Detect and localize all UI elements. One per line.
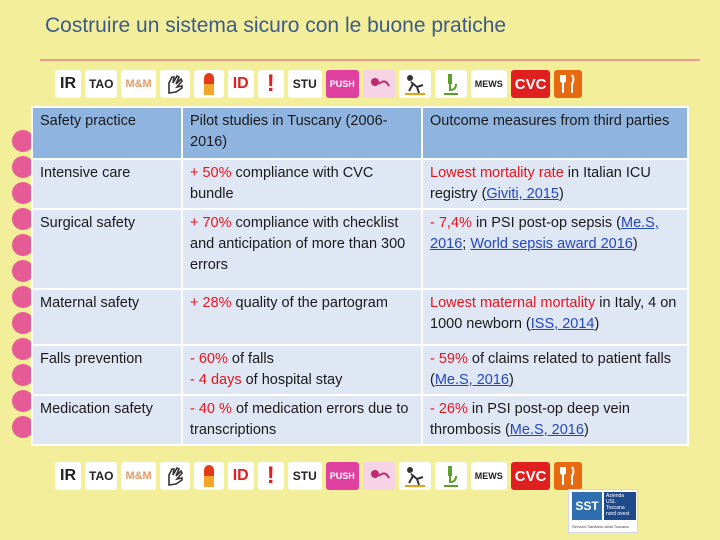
highlight-value: - 60% [190, 351, 228, 367]
table-row [32, 395, 688, 445]
cell-text: compliance with checklist and anticipation of more than 300 errors [190, 215, 406, 273]
cell-text: ) [558, 186, 564, 202]
source-link[interactable]: ISS, 2014 [530, 316, 595, 332]
highlight-value: - 26% [430, 401, 468, 417]
cell-text: in PSI post-op sepsis ( [471, 215, 622, 231]
stu-icon: STU [288, 70, 322, 98]
pilot-cell [182, 345, 422, 395]
cell-text: ; [462, 236, 471, 252]
microscope-icon [435, 70, 467, 98]
column-header: Outcome measures from third parties [422, 107, 688, 159]
column-header: Safety practice [32, 107, 182, 159]
outcome-cell [422, 289, 688, 345]
cell-text: of medication errors due to transcriptions [190, 401, 409, 438]
highlight-value: + 70% [190, 215, 232, 231]
cell-text: in Italian ICU registry ( [430, 165, 651, 202]
microscope-icon [435, 462, 467, 490]
highlight-value: + 28% [190, 295, 232, 311]
organization-logo [568, 489, 638, 533]
push-icon: PUSH [326, 462, 359, 490]
outcome-cell [422, 159, 688, 209]
cvc-icon: CVC [511, 462, 551, 490]
outcome-cell [422, 395, 688, 445]
cell-text: of falls [227, 351, 274, 367]
baby-icon [363, 462, 395, 490]
logo-label: Azienda USL Toscana nord ovest [604, 492, 636, 520]
table-header-row [32, 107, 688, 159]
tao-icon: TAO [85, 70, 117, 98]
cell-text: of claims related to patient falls ( [430, 351, 671, 388]
cell-text: ) [509, 372, 514, 388]
icon-strip-top [55, 68, 665, 100]
hand-icon [160, 70, 190, 98]
stu-icon: STU [288, 462, 322, 490]
mm-icon: M&M [121, 70, 155, 98]
pilot-cell [182, 159, 422, 209]
highlight-value: + 50% [190, 165, 232, 181]
mm-icon: M&M [121, 462, 155, 490]
cutlery-icon [554, 70, 582, 98]
slide-title: Costruire un sistema sicuro con le buone pratiche [45, 14, 507, 37]
highlight-value: Lowest maternal mortality [430, 295, 596, 311]
fall-icon [399, 70, 431, 98]
cutlery-icon [554, 462, 582, 490]
highlight-value: - 7,4% [430, 215, 472, 231]
cell-text: in PSI post-op deep vein thrombosis ( [430, 401, 630, 438]
push-icon: PUSH [326, 70, 359, 98]
highlight-value: - 59% [430, 351, 468, 367]
cell-text: in Italy, 4 on 1000 newborn ( [430, 295, 677, 332]
pill-icon [194, 462, 224, 490]
logo-footer: Servizio Sanitario della Toscana [572, 524, 629, 529]
mews-icon: MEWS [471, 70, 507, 98]
pilot-cell [182, 395, 422, 445]
practice-cell: Intensive care [32, 159, 182, 209]
outcome-cell [422, 345, 688, 395]
practice-cell: Maternal safety [32, 289, 182, 345]
column-header: Pilot studies in Tuscany (2006-2016) [182, 107, 422, 159]
pilot-cell [182, 209, 422, 289]
ir-icon: IR [55, 70, 81, 98]
practice-cell: Medication safety [32, 395, 182, 445]
source-link[interactable]: Me.S, 2016 [434, 372, 510, 388]
tao-icon: TAO [85, 462, 117, 490]
source-link[interactable]: World sepsis award 2016 [470, 236, 633, 252]
ir-icon: IR [55, 462, 81, 490]
logo-mark: SST [572, 492, 602, 520]
pilot-cell [182, 289, 422, 345]
alert-icon: ! [258, 462, 284, 490]
practice-cell: Falls prevention [32, 345, 182, 395]
table-row [32, 209, 688, 289]
icon-strip-bottom [55, 460, 665, 492]
highlight-value: Lowest mortality rate [430, 165, 564, 181]
cvc-icon: CVC [511, 70, 551, 98]
source-link[interactable]: Me.S, 2016 [430, 215, 659, 252]
fall-icon [399, 462, 431, 490]
mews-icon: MEWS [471, 462, 507, 490]
pill-icon [194, 70, 224, 98]
hand-icon [160, 462, 190, 490]
cell-text: ) [583, 422, 589, 438]
source-link[interactable]: Me.S, 2016 [509, 422, 584, 438]
outcome-cell [422, 209, 688, 289]
cell-text: quality of the partogram [231, 295, 388, 311]
cell-text: compliance with CVC bundle [190, 165, 374, 202]
title-divider [40, 59, 700, 61]
alert-icon: ! [258, 70, 284, 98]
highlight-value: - 40 % [190, 401, 232, 417]
cell-text: ) [632, 236, 638, 252]
table-row [32, 289, 688, 345]
safety-table [31, 106, 689, 446]
id-icon: ID [228, 70, 254, 98]
practice-cell: Surgical safety [32, 209, 182, 289]
table-row [32, 159, 688, 209]
cell-text: of hospital stay [241, 372, 343, 388]
source-link[interactable]: Giviti, 2015 [486, 186, 559, 202]
cell-text: ) [594, 316, 600, 332]
table-row [32, 345, 688, 395]
id-icon: ID [228, 462, 254, 490]
highlight-value: - 4 days [190, 372, 242, 388]
baby-icon [363, 70, 395, 98]
